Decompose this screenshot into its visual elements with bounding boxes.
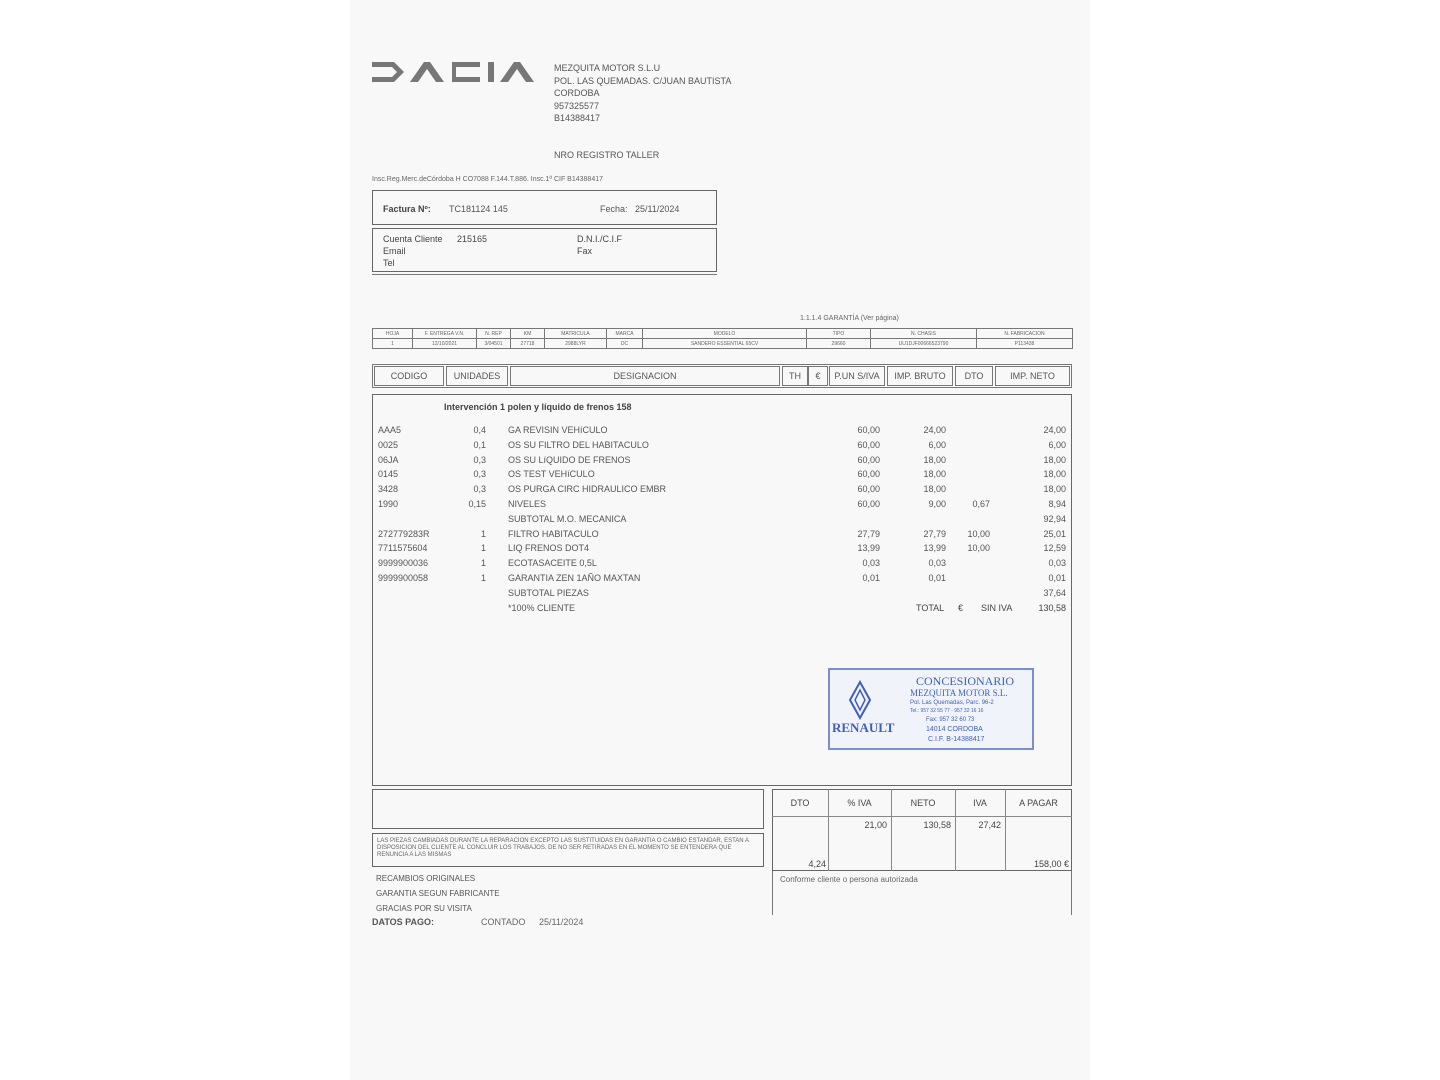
summary-iva: 27,42 (978, 820, 1001, 830)
vehicle-header: KM (511, 329, 545, 339)
col-punit: P.UN S/IVA (829, 366, 885, 386)
summary-header-dto: DTO (790, 798, 810, 808)
line-code: 0025 (378, 439, 399, 450)
line-code: 1990 (378, 499, 399, 509)
vehicle-value: DC (607, 339, 643, 349)
vehicle-header: F. ENTREGA V.N. (413, 329, 477, 339)
client-dni-label: D.N.I./C.I.F (577, 234, 622, 244)
amount-due: 158,00 € (1033, 859, 1069, 869)
total-value: 130,58 (1038, 603, 1066, 613)
company-address: POL. LAS QUEMADAS. C/JUAN BAUTISTA (554, 75, 732, 86)
intervention-title: Intervención 1 polen y líquido de frenos 158 (444, 402, 632, 412)
vehicle-value-row (373, 339, 1073, 349)
total-label: TOTAL (916, 603, 945, 613)
line-desc: OS TEST VEHíCULO (508, 469, 595, 480)
col-th: TH (782, 366, 808, 386)
line-gross: 0,01 (928, 573, 946, 583)
line-code: 7711575604 (378, 543, 428, 554)
line-code: 3428 (378, 484, 399, 495)
invoice-date-label: Fecha: (600, 204, 628, 214)
line-price: 60,00 (857, 439, 880, 450)
vehicle-header: N. CHASIS (871, 329, 977, 339)
company-name: MEZQUITA MOTOR S.L.U (554, 63, 661, 73)
line-units: 1 (480, 528, 486, 539)
line-price: 0,03 (862, 558, 880, 569)
client-email-label: Email (383, 246, 406, 256)
line-units: 0,3 (473, 484, 486, 495)
vehicle-header: MATRICULA (545, 329, 607, 339)
summary-neto: 130,58 (923, 820, 951, 830)
legal-text: LAS PIEZAS CAMBIADAS DURANTE LA REPARACION EXCEPTO LAS SUSTITUIDAS EN GARANTIA O CAMBIO ESTANDAR, ESTAN A DISPOSICION DEL CLIENTE AL CONCLUIR LOS TRABAJOS. DE NO SER RETIRADAS EN EL MOMENTO SE ENTENDERA QUE RENUNCIA A LAS MISMAS (377, 838, 749, 858)
summary-header-pagar: A PAGAR (1019, 798, 1058, 808)
line-desc: SUBTOTAL M.O. MECANICA (508, 513, 627, 524)
vehicle-value: 3/04501 (477, 339, 511, 349)
stamp-fax: Fax: 957 32 60 73 (926, 717, 975, 723)
summary-iva-pct: 21,00 (864, 820, 887, 830)
line-desc: GARANTIA ZEN 1AÑO MAXTAN (508, 573, 641, 583)
line-gross: 18,00 (923, 469, 946, 480)
col-codigo: CODIGO (374, 366, 444, 386)
invoice-number-box (372, 190, 717, 225)
vehicle-table (372, 328, 1073, 349)
payment-label: DATOS PAGO: (372, 917, 435, 927)
table-row (372, 514, 1072, 529)
client-tel-label: Tel (383, 258, 395, 268)
line-net: 18,00 (1043, 469, 1066, 480)
line-dto: 0,67 (972, 499, 990, 509)
company-city: CORDOBA (554, 88, 600, 98)
company-phone: 957325577 (554, 100, 600, 111)
note-gracias: GRACIAS POR SU VISITA (376, 904, 472, 913)
stamp-company: MEZQUITA MOTOR S.L. (910, 688, 1008, 698)
line-net: 18,00 (1043, 454, 1066, 465)
line-desc: OS SU FILTRO DEL HABITACULO (508, 439, 649, 450)
line-dto: 10,00 (967, 543, 990, 554)
line-units: 0,3 (473, 469, 486, 480)
col-unidades: UNIDADES (446, 366, 508, 386)
line-price: 0,01 (862, 573, 880, 583)
line-code: 0145 (378, 469, 399, 480)
dealer-stamp (828, 668, 1034, 750)
line-net: 12,59 (1043, 543, 1066, 554)
line-code: 9999900036 (378, 558, 429, 569)
vehicle-value: 1 (373, 339, 413, 349)
client-fax-label: Fax (577, 246, 593, 256)
line-net: 92,94 (1043, 513, 1066, 524)
line-units: 0,3 (473, 454, 486, 465)
line-gross: 27,79 (923, 528, 946, 539)
line-gross: 6,00 (928, 439, 946, 450)
vehicle-value: 27718 (511, 339, 545, 349)
vehicle-header: HOJA (373, 329, 413, 339)
table-row (372, 558, 1072, 573)
line-net: 0,01 (1048, 573, 1066, 583)
stamp-cif: C.I.F. B-14388417 (928, 736, 985, 743)
stamp-title: CONCESIONARIO (916, 674, 1015, 688)
line-code: 06JA (378, 454, 399, 465)
line-desc: GA REVISIN VEHíCULO (508, 425, 608, 435)
table-row (372, 440, 1072, 455)
stamp-address: Pol. Las Quemadas, Parc. 96-2 (910, 700, 994, 706)
invoice-date: 25/11/2024 (635, 204, 680, 214)
line-gross: 13,99 (923, 543, 946, 554)
line-desc: *100% CLIENTE (508, 602, 576, 613)
line-price: 60,00 (857, 499, 880, 509)
conformity-text: Conforme cliente o persona autorizada (780, 875, 918, 884)
legal-box (372, 833, 764, 867)
stamp-city: 14014 CORDOBA (926, 726, 983, 733)
vehicle-header: N. REP (477, 329, 511, 339)
table-row (372, 469, 1072, 484)
vehicle-header: TIPO (807, 329, 871, 339)
renault-logo-icon (846, 680, 874, 720)
vehicle-value: SANDERO ESSENTIAL 65CV (643, 339, 807, 349)
line-units: 0,15 (468, 499, 486, 509)
table-row (372, 603, 1072, 618)
line-code: AAA5 (378, 425, 402, 435)
summary-dto: 4,24 (808, 859, 826, 869)
col-euro: € (808, 366, 828, 386)
line-net: 8,94 (1048, 499, 1066, 509)
vehicle-value: 12/10/2021 (413, 339, 477, 349)
line-net: 37,64 (1043, 587, 1066, 598)
line-code: 272779283R (378, 528, 430, 539)
table-row (372, 499, 1072, 514)
company-info (554, 62, 731, 125)
table-row (372, 425, 1072, 440)
line-desc: ECOTASACEITE 0,5L (508, 558, 597, 569)
line-price: 60,00 (857, 469, 880, 480)
line-net: 24,00 (1043, 425, 1066, 435)
registro-taller: NRO REGISTRO TALLER (554, 150, 660, 160)
line-gross: 24,00 (923, 425, 946, 435)
line-desc: NIVELES (508, 499, 547, 509)
warranty-note: 1.1.1.4 GARANTÍA (Ver página) (800, 315, 899, 322)
summary-header-iva-pct: % IVA (847, 798, 872, 808)
line-net: 6,00 (1048, 439, 1066, 450)
line-price: 60,00 (857, 425, 880, 435)
line-desc: FILTRO HABITACULO (508, 528, 599, 539)
col-designacion: DESIGNACION (510, 366, 780, 386)
line-units: 0,1 (473, 439, 486, 450)
note-garantia: GARANTIA SEGUN FABRICANTE (376, 889, 500, 898)
line-desc: OS SU LíQUIDO DE FRENOS (508, 454, 631, 465)
stamp-phones: Tel.: 957 32 55 77 - 957 32 16 16 (910, 708, 984, 714)
total-siniva-label: SIN IVA (981, 603, 1013, 613)
line-price: 13,99 (857, 543, 880, 554)
vehicle-value: UU1DJF00666523790 (871, 339, 977, 349)
line-units: 1 (480, 558, 486, 569)
vehicle-header-row (373, 329, 1073, 339)
line-dto: 10,00 (967, 528, 990, 539)
table-row (372, 573, 1072, 588)
table-row (372, 455, 1072, 470)
payment-date: 25/11/2024 (539, 917, 584, 927)
line-price: 27,79 (857, 528, 880, 539)
summary-header-line (772, 816, 1072, 817)
line-desc: SUBTOTAL PIEZAS (508, 587, 589, 598)
vehicle-value: 2988LYR (545, 339, 607, 349)
stamp-brand: RENAULT (832, 720, 895, 735)
summary-header-neto: NETO (910, 798, 936, 808)
table-row (372, 529, 1072, 544)
company-cif: B14388417 (554, 113, 601, 123)
client-account-label: Cuenta Cliente (383, 234, 443, 244)
dacia-logo (372, 60, 544, 84)
client-box (372, 228, 717, 272)
line-gross: 18,00 (923, 484, 946, 495)
col-dto: DTO (955, 366, 993, 386)
col-bruto: IMP. BRUTO (887, 366, 953, 386)
invoice-number-label: Factura Nº: (383, 204, 431, 214)
vehicle-header: N. FABRICACION (977, 329, 1073, 339)
line-gross: 0,03 (928, 558, 946, 569)
vehicle-value: P113438 (977, 339, 1073, 349)
summary-header-iva: IVA (973, 798, 987, 808)
line-gross: 18,00 (923, 454, 946, 465)
line-net: 18,00 (1043, 484, 1066, 495)
line-units: 1 (480, 573, 486, 583)
footer-left-box (372, 789, 764, 829)
line-net: 0,03 (1048, 558, 1066, 569)
total-currency: € (958, 603, 964, 613)
line-desc: LIQ FRENOS DOT4 (508, 543, 590, 554)
payment-method: CONTADO (481, 917, 526, 927)
invoice-number: TC181124 145 (449, 204, 508, 214)
line-desc: OS PURGA CIRC HIDRAULICO EMBR (508, 484, 667, 495)
line-gross: 9,00 (928, 499, 946, 509)
client-account: 215165 (457, 234, 488, 244)
line-units: 1 (480, 543, 486, 554)
vehicle-value: 29660 (807, 339, 871, 349)
table-row (372, 484, 1072, 499)
vehicle-header: MARCA (607, 329, 643, 339)
vehicle-header: MODELO (643, 329, 807, 339)
table-row (372, 543, 1072, 558)
col-neto: IMP. NETO (995, 366, 1070, 386)
line-price: 60,00 (857, 484, 880, 495)
line-price: 60,00 (857, 454, 880, 465)
registry-line: Insc.Reg.Merc.deCórdoba H CO7088 F.144.T.886. Insc.1ª CIF B14388417 (372, 176, 603, 183)
divider (372, 274, 717, 275)
line-net: 25,01 (1043, 528, 1066, 539)
note-recambios: RECAMBIOS ORIGINALES (376, 874, 476, 883)
line-code: 9999900058 (378, 573, 429, 583)
table-row (372, 588, 1072, 603)
line-units: 0,4 (473, 425, 486, 435)
